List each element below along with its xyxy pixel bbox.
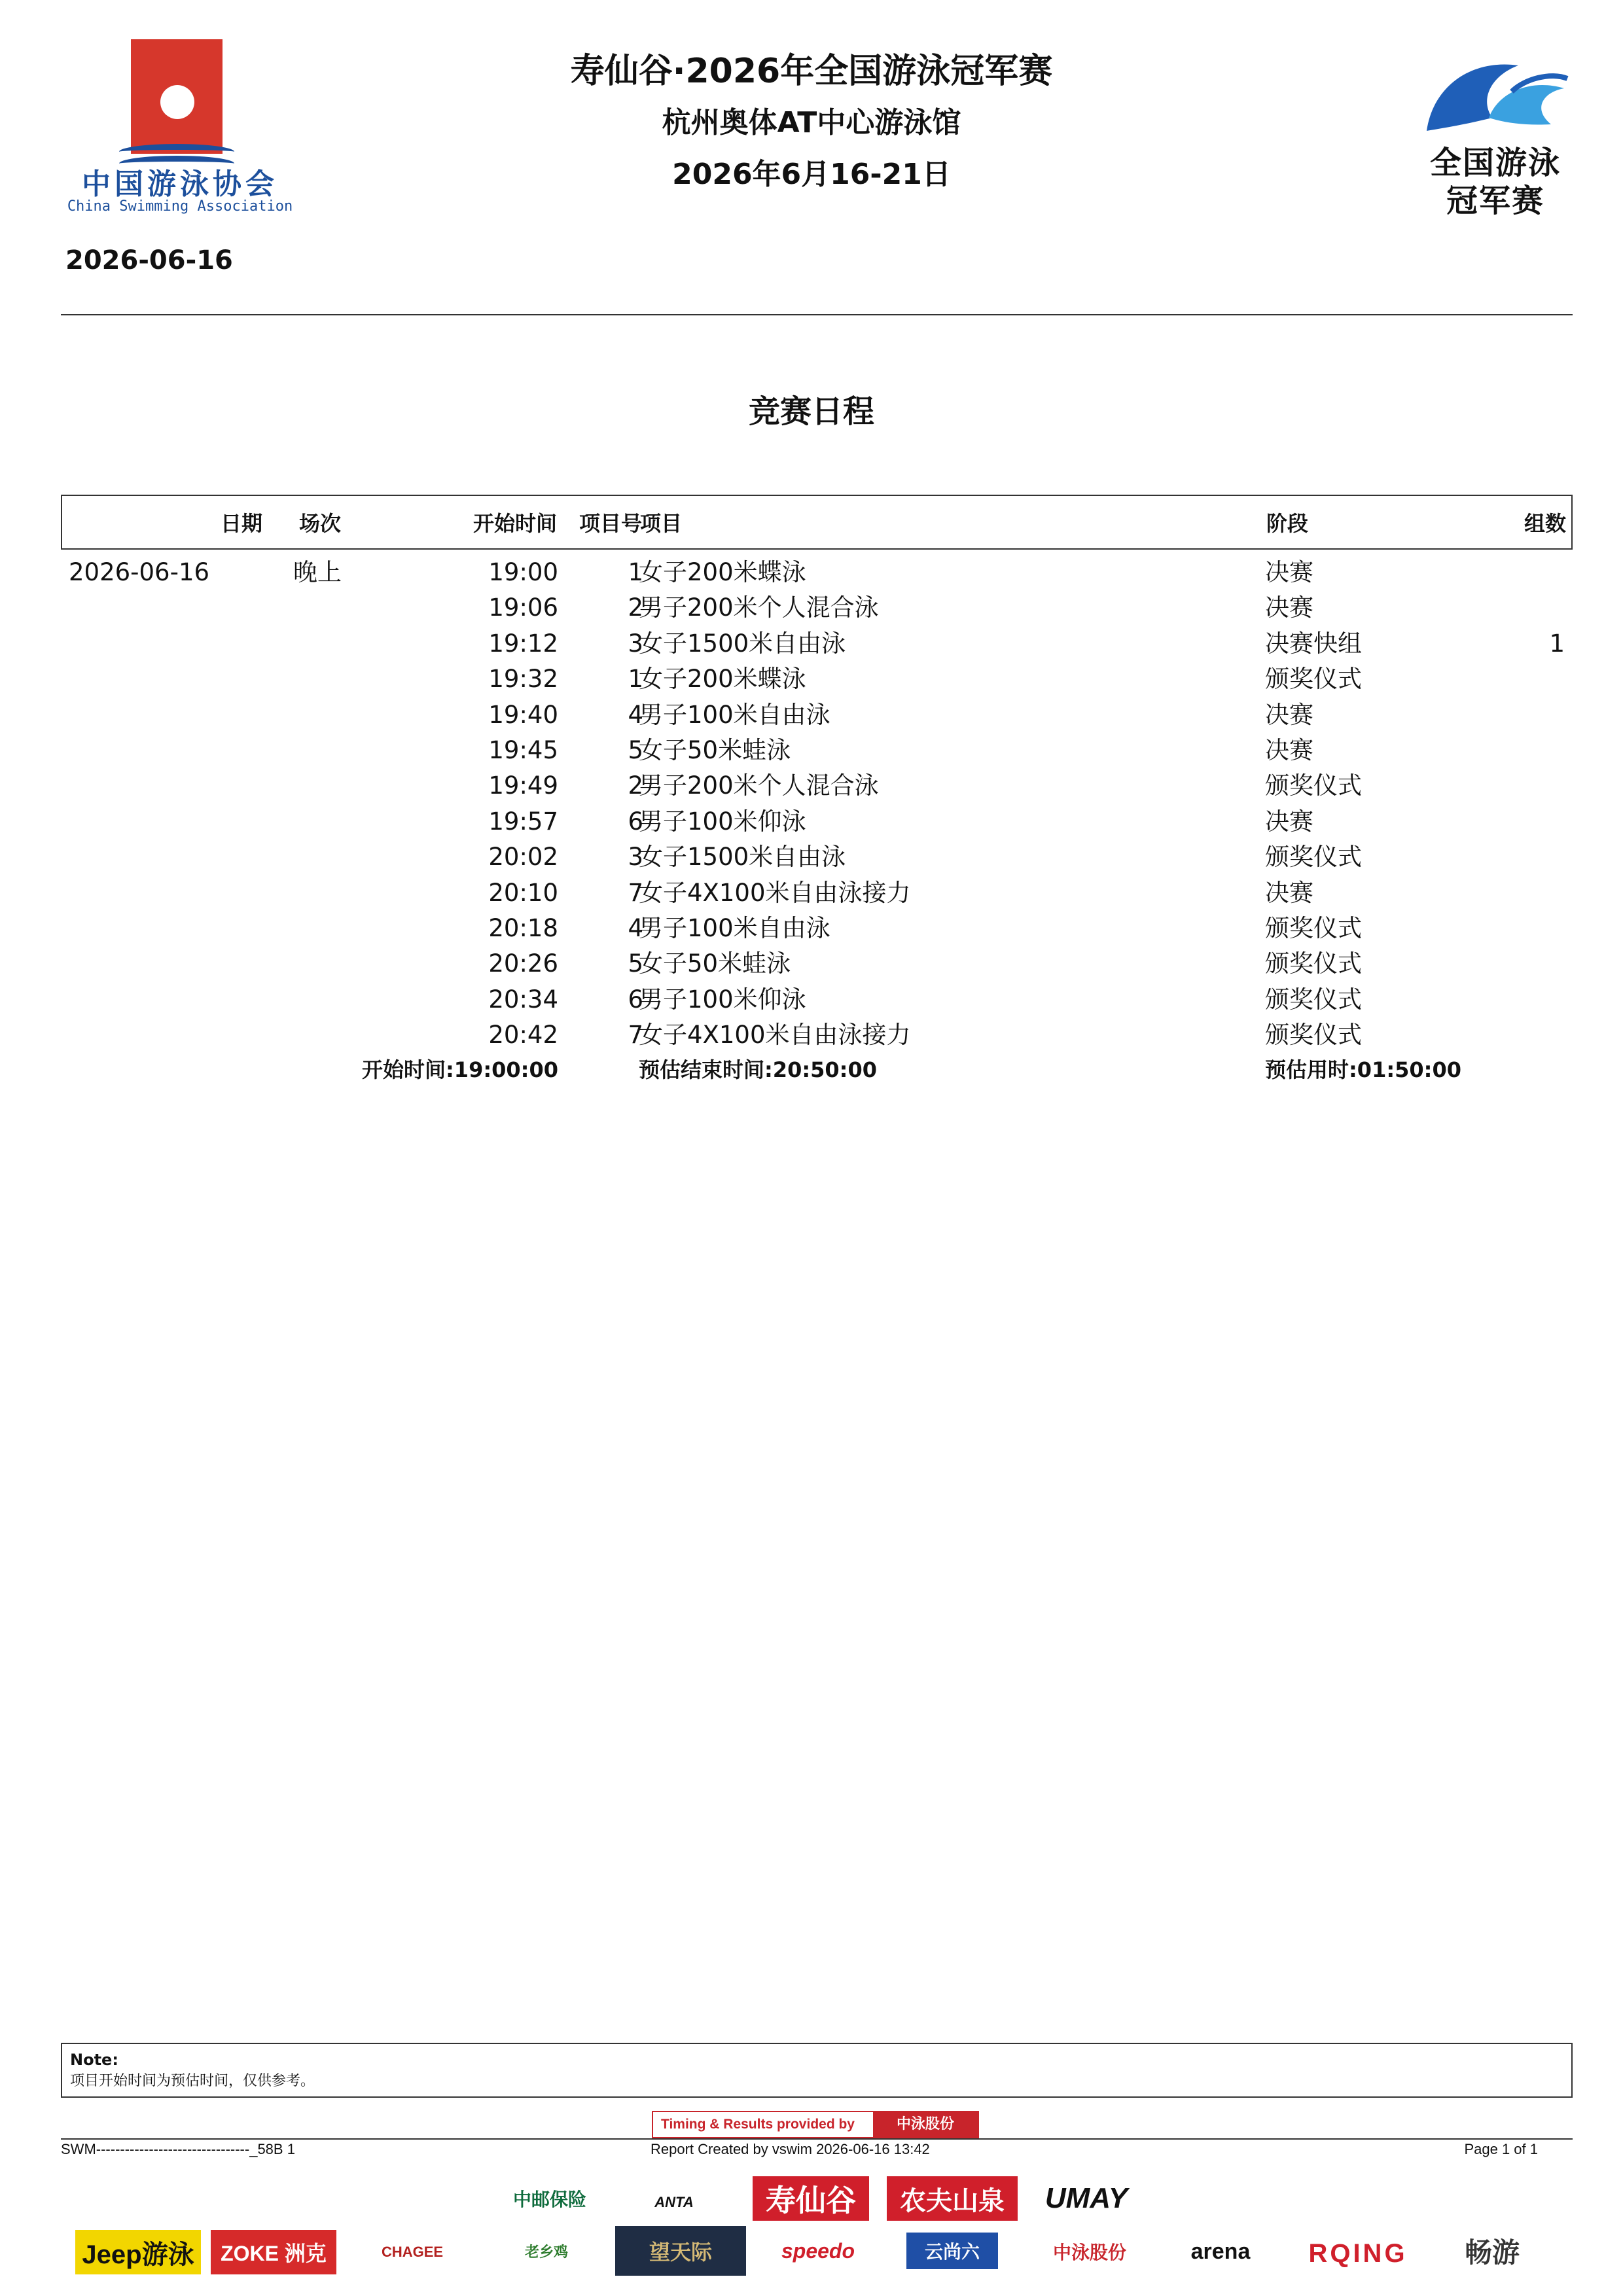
cell-start-time: 19:12 xyxy=(488,629,558,658)
column-header-session: 场次 xyxy=(299,511,342,536)
cell-event-no: 1 xyxy=(628,558,643,586)
cell-event: 男子100米仰泳 xyxy=(639,807,806,836)
cell-start-time: 19:00 xyxy=(488,558,558,586)
cell-start-time: 20:26 xyxy=(488,949,558,978)
cell-phase: 决赛 xyxy=(1265,735,1313,764)
table-row xyxy=(61,911,1573,946)
cell-start-time: 19:57 xyxy=(488,807,558,836)
cell-start-time: 19:45 xyxy=(488,735,558,764)
cell-event: 女子4X100米自由泳接力 xyxy=(639,878,911,907)
sponsor-logo-zhongyong: 中泳股份 xyxy=(1052,2242,1126,2263)
cell-start-time: 20:10 xyxy=(488,878,558,907)
timing-banner xyxy=(652,2111,979,2138)
cell-start-time: 20:42 xyxy=(488,1021,558,1050)
table-row xyxy=(61,662,1573,697)
footer-report-code: SWM--------------------------------_58B 1 xyxy=(61,2141,295,2157)
sponsor-logo-umay: UMAY xyxy=(1044,2182,1128,2214)
column-header-heats: 组数 xyxy=(1524,511,1566,536)
cell-event: 女子50米蛙泳 xyxy=(639,735,791,764)
column-header-event-no: 项目号 xyxy=(579,511,642,536)
cell-event: 男子100米自由泳 xyxy=(639,700,830,729)
sponsor-logo-rqing: RQING xyxy=(1308,2238,1408,2268)
cell-date: 2026-06-16 xyxy=(69,558,210,586)
table-row xyxy=(61,875,1573,911)
cell-start-time: 19:06 xyxy=(488,593,558,622)
sponsor-logo-anta: ANTA xyxy=(654,2194,694,2210)
summary-estimated-duration: 预估用时:01:50:00 xyxy=(1265,1057,1461,1082)
report-date: 2026-06-16 xyxy=(65,245,233,275)
summary-estimated-end: 预估结束时间:20:50:00 xyxy=(639,1057,877,1082)
schedule-table-body xyxy=(61,555,1573,1053)
cell-start-time: 20:18 xyxy=(488,913,558,942)
cswa-name-en: China Swimming Association xyxy=(67,198,293,215)
cell-event-no: 4 xyxy=(628,913,643,942)
summary-start-time: 开始时间:19:00:00 xyxy=(362,1057,558,1082)
table-row xyxy=(61,768,1573,804)
cell-start-time: 19:40 xyxy=(488,700,558,729)
table-row xyxy=(61,946,1573,981)
cell-event-no: 5 xyxy=(628,949,643,978)
championship-logo-line1: 全国游泳 xyxy=(1429,145,1561,181)
footer-report-created: Report Created by vswim 2026-06-16 13:42 xyxy=(651,2141,930,2157)
table-row xyxy=(61,555,1573,590)
competition-dates: 2026年6月16-21日 xyxy=(672,158,951,191)
cell-event-no: 6 xyxy=(628,807,643,836)
cell-start-time: 20:34 xyxy=(488,985,558,1014)
championship-logo-line2: 冠军赛 xyxy=(1446,183,1544,219)
cell-event: 女子50米蛙泳 xyxy=(639,949,791,978)
cell-event: 男子100米自由泳 xyxy=(639,913,830,942)
cell-phase: 决赛 xyxy=(1265,700,1313,729)
timing-provider-text: Timing & Results provided by xyxy=(661,2117,855,2132)
table-row xyxy=(61,590,1573,626)
cell-event: 男子200米个人混合泳 xyxy=(639,593,879,622)
table-row xyxy=(61,626,1573,662)
sponsor-logo-wangtianji: 望天际 xyxy=(615,2226,746,2276)
sponsor-logo-china-post-insurance: 中邮保险 xyxy=(512,2189,586,2210)
sponsor-logo-jeep-swim: Jeep游泳 xyxy=(75,2230,201,2274)
table-row xyxy=(61,839,1573,875)
sponsor-logo-nongfu-spring: 农夫山泉 xyxy=(887,2176,1018,2221)
cell-phase: 颁奖仪式 xyxy=(1265,771,1362,800)
column-header-phase: 阶段 xyxy=(1266,511,1309,536)
sponsor-logo-yunshangliu: 云尚六 xyxy=(906,2233,998,2269)
cell-event: 女子200米蝶泳 xyxy=(639,558,806,586)
cell-phase: 决赛 xyxy=(1265,807,1313,836)
sponsor-logo-chagee: CHAGEE xyxy=(381,2244,444,2260)
sponsor-logo-changyou: 畅游 xyxy=(1464,2237,1520,2268)
note-text: 项目开始时间为预估时间，仅供参考。 xyxy=(70,2073,315,2089)
sponsor-logo-speedo: speedo xyxy=(781,2238,855,2263)
sponsor-logo-zoke: ZOKE 洲克 xyxy=(211,2230,336,2274)
cell-event-no: 6 xyxy=(628,985,643,1014)
cell-phase: 颁奖仪式 xyxy=(1265,665,1362,694)
cell-event: 女子4X100米自由泳接力 xyxy=(639,1021,911,1050)
cell-phase: 决赛快组 xyxy=(1265,629,1362,658)
header-divider xyxy=(61,314,1573,315)
note-label: Note: xyxy=(70,2051,118,2069)
cswa-name-cn: 中国游泳协会 xyxy=(82,168,278,201)
cell-event-no: 7 xyxy=(628,878,643,907)
competition-title: 寿仙谷·2026年全国游泳冠军赛 xyxy=(570,52,1053,91)
cell-event: 男子100米仰泳 xyxy=(639,985,806,1014)
cell-event-no: 2 xyxy=(628,593,643,622)
column-header-event: 项目 xyxy=(640,511,683,536)
cell-event-no: 2 xyxy=(628,771,643,800)
cell-event-no: 1 xyxy=(628,665,643,694)
swimmer-icon xyxy=(160,85,194,119)
cell-phase: 决赛 xyxy=(1265,558,1313,586)
timing-provider-logo: 中泳股份 xyxy=(873,2112,978,2137)
page-title: 竞赛日程 xyxy=(748,393,874,430)
table-row xyxy=(61,733,1573,768)
cell-phase: 颁奖仪式 xyxy=(1265,985,1362,1014)
table-row xyxy=(61,1017,1573,1053)
cell-event: 女子1500米自由泳 xyxy=(639,843,846,872)
cell-phase: 颁奖仪式 xyxy=(1265,1021,1362,1050)
cell-start-time: 20:02 xyxy=(488,843,558,872)
table-row xyxy=(61,982,1573,1017)
cell-session: 晚上 xyxy=(293,558,342,586)
cell-event: 男子200米个人混合泳 xyxy=(639,771,879,800)
footer-page-number: Page 1 of 1 xyxy=(1464,2141,1538,2157)
championship-logo xyxy=(1414,46,1577,222)
schedule-summary xyxy=(61,1053,1573,1082)
cell-event-no: 7 xyxy=(628,1021,643,1050)
cell-phase: 决赛 xyxy=(1265,593,1313,622)
cell-phase: 颁奖仪式 xyxy=(1265,913,1362,942)
table-row xyxy=(61,698,1573,733)
schedule-table-header xyxy=(61,495,1573,550)
column-header-date: 日期 xyxy=(220,511,262,536)
cell-event: 女子200米蝶泳 xyxy=(639,665,806,694)
cell-phase: 颁奖仪式 xyxy=(1265,843,1362,872)
sponsor-logo-laoxiangji: 老乡鸡 xyxy=(524,2243,568,2260)
competition-venue: 杭州奥体AT中心游泳馆 xyxy=(662,106,961,139)
note-box xyxy=(61,2043,1573,2098)
column-header-start-time: 开始时间 xyxy=(473,511,557,536)
cell-phase: 决赛 xyxy=(1265,878,1313,907)
cell-start-time: 19:49 xyxy=(488,771,558,800)
cell-heats: 1 xyxy=(1549,629,1565,658)
cell-event-no: 5 xyxy=(628,735,643,764)
competition-header xyxy=(393,46,1230,200)
sponsor-logo-shouxiangu: 寿仙谷 xyxy=(753,2176,869,2221)
cell-event-no: 3 xyxy=(628,843,643,872)
cell-event: 女子1500米自由泳 xyxy=(639,629,846,658)
cell-event-no: 4 xyxy=(628,700,643,729)
cell-start-time: 19:32 xyxy=(488,665,558,694)
cswa-logo xyxy=(59,39,301,222)
footer-divider xyxy=(61,2138,1573,2140)
cell-phase: 颁奖仪式 xyxy=(1265,949,1362,978)
cell-event-no: 3 xyxy=(628,629,643,658)
table-row xyxy=(61,804,1573,839)
sponsor-logo-arena: arena xyxy=(1190,2238,1251,2264)
